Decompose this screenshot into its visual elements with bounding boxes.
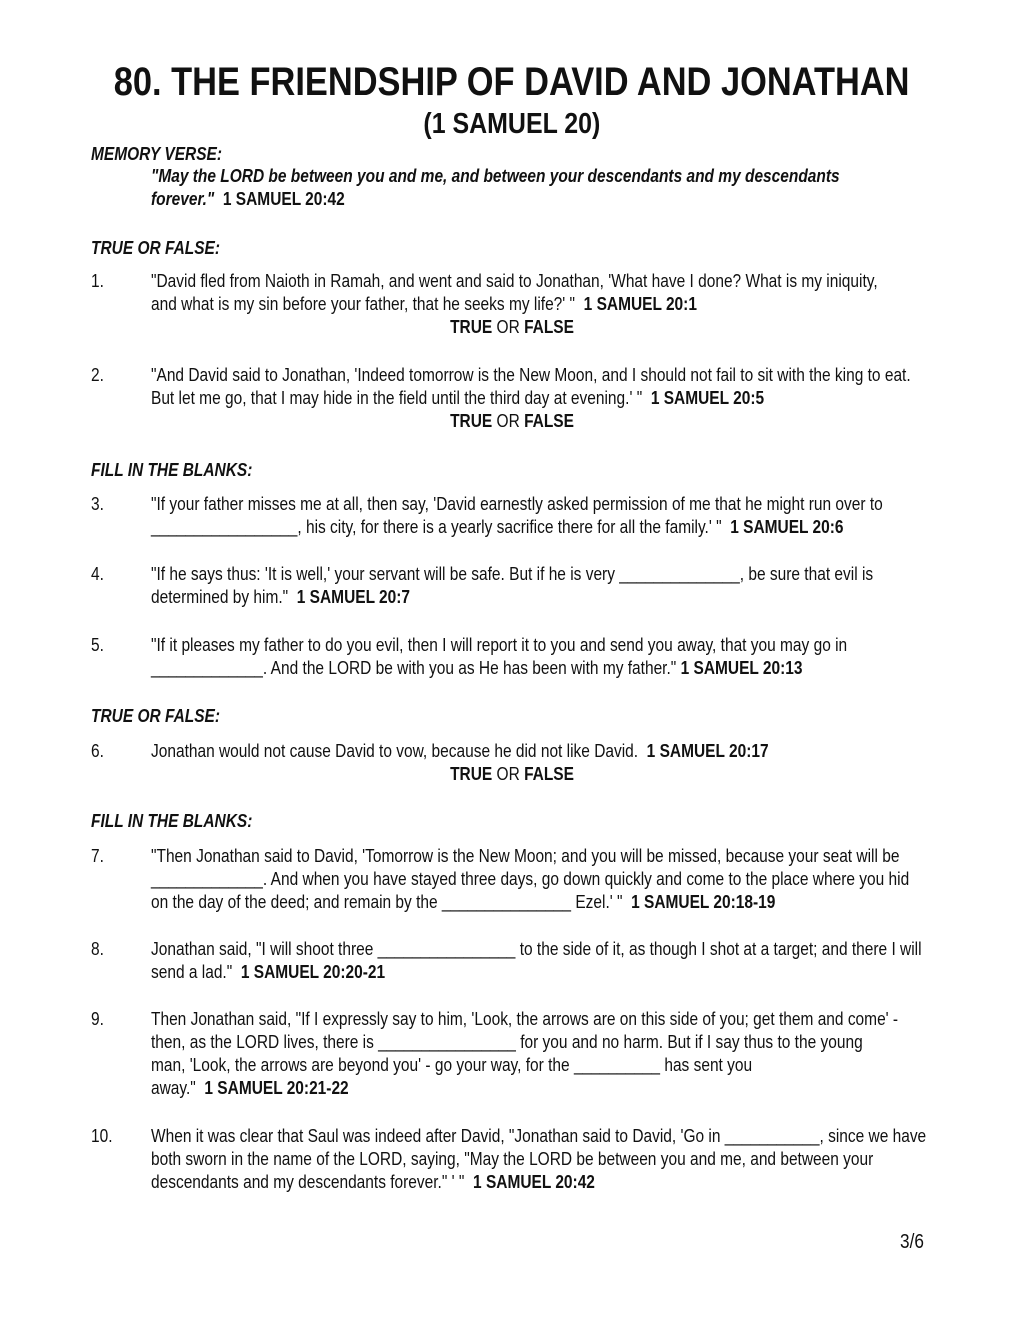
question-text: "Then Jonathan said to David, 'Tomorrow is the New Moon; and you will be missed, because your seat will be <box>151 846 900 866</box>
memory-verse-line: "May the LORD be between you and me, and between your descendants and my descendants <box>151 166 840 186</box>
question-number: 9. <box>91 1009 104 1029</box>
question-text: But let me go, that I may hide in the field until the third day at evening.' " 1 SAMUEL 20:5 <box>151 388 765 408</box>
question-text: determined by him." 1 SAMUEL 20:7 <box>151 587 411 607</box>
section-heading-fill-blanks: FILL IN THE BLANKS: <box>91 460 253 480</box>
scripture-reference: 1 SAMUEL 20:7 <box>296 587 411 607</box>
question-number: 10. <box>91 1126 113 1146</box>
question-text: then, as the LORD lives, there is ________________ for you and no harm. But if I say thus to the young <box>151 1032 863 1052</box>
question-number: 1. <box>91 271 104 291</box>
page-number: 3/6 <box>900 1231 924 1253</box>
question-text: and what is my sin before your father, that he seeks my life?' " 1 SAMUEL 20:1 <box>151 294 697 314</box>
question-number: 7. <box>91 846 104 866</box>
question-text: "If it pleases my father to do you evil, then I will report it to you and send you away, that you may go in <box>151 635 848 655</box>
question-text: Jonathan said, "I will shoot three ________________ to the side of it, as though I shot at a target; and there I will <box>151 939 922 959</box>
question-text: both sworn in the name of the LORD, saying, "May the LORD be between you and me, and between your <box>151 1149 874 1169</box>
question-text: Then Jonathan said, "If I expressly say to him, 'Look, the arrows are on this side of you; get them and come' - <box>151 1009 899 1029</box>
question-text: "David fled from Naioth in Ramah, and went and said to Jonathan, 'What have I done? What is my iniquity, <box>151 271 878 291</box>
section-heading-true-false: TRUE OR FALSE: <box>91 238 221 258</box>
question-text: _____________. And the LORD be with you as He has been with my father." 1 SAMUEL 20:13 <box>151 658 803 678</box>
question-text: man, 'Look, the arrows are beyond you' - go your way, for the __________ has sent you <box>151 1055 753 1075</box>
true-or-false-choice: TRUE OR FALSE <box>450 317 574 337</box>
question-number: 8. <box>91 939 104 959</box>
section-heading-true-false: TRUE OR FALSE: <box>91 706 221 726</box>
question-text: "If your father misses me at all, then say, 'David earnestly asked permission of me that he might run over to <box>151 494 883 514</box>
scripture-reference: 1 SAMUEL 20:6 <box>730 517 844 537</box>
true-or-false-choice: TRUE OR FALSE <box>450 411 574 431</box>
page-title: 80. THE FRIENDSHIP OF DAVID AND JONATHAN <box>114 60 910 104</box>
question-number: 6. <box>91 741 104 761</box>
scripture-reference: 1 SAMUEL 20:5 <box>650 388 765 408</box>
page-subtitle: (1 SAMUEL 20) <box>423 108 601 140</box>
question-text: Jonathan would not cause David to vow, because he did not like David. 1 SAMUEL 20:17 <box>151 741 769 761</box>
question-text: "And David said to Jonathan, 'Indeed tomorrow is the New Moon, and I should not fail to sit with the king to eat. <box>151 365 911 385</box>
question-text: send a lad." 1 SAMUEL 20:20-21 <box>151 962 386 982</box>
true-or-false-choice: TRUE OR FALSE <box>450 764 574 784</box>
question-text: "If he says thus: 'It is well,' your servant will be safe. But if he is very ______________, be sure that evil is <box>151 564 874 584</box>
scripture-reference: 1 SAMUEL 20:18-19 <box>631 892 776 912</box>
question-number: 5. <box>91 635 104 655</box>
memory-verse-line: forever." 1 SAMUEL 20:42 <box>151 189 345 209</box>
scripture-reference: 1 SAMUEL 20:21-22 <box>204 1078 349 1098</box>
question-text: on the day of the deed; and remain by the _______________ Ezel.' " 1 SAMUEL 20:18-19 <box>151 892 776 912</box>
question-number: 3. <box>91 494 104 514</box>
scripture-reference: 1 SAMUEL 20:13 <box>680 658 803 678</box>
question-text: descendants and my descendants forever." ' " 1 SAMUEL 20:42 <box>151 1172 595 1192</box>
question-number: 2. <box>91 365 104 385</box>
section-heading-fill-blanks: FILL IN THE BLANKS: <box>91 811 253 831</box>
scripture-reference: 1 SAMUEL 20:1 <box>583 294 697 314</box>
question-text: _________________, his city, for there is a yearly sacrifice there for all the family.' " 1 SAMUEL 20:6 <box>151 517 844 537</box>
scripture-reference: 1 SAMUEL 20:20-21 <box>240 962 386 982</box>
question-number: 4. <box>91 564 104 584</box>
scripture-reference: 1 SAMUEL 20:42 <box>473 1172 595 1192</box>
scripture-reference: 1 SAMUEL 20:17 <box>646 741 769 761</box>
question-text: away." 1 SAMUEL 20:21-22 <box>151 1078 349 1098</box>
question-text: _____________. And when you have stayed three days, go down quickly and come to the place where you hid <box>151 869 910 889</box>
memory-verse-reference: 1 SAMUEL 20:42 <box>222 189 345 209</box>
question-text: When it was clear that Saul was indeed after David, "Jonathan said to David, 'Go in ___________, since we have <box>151 1126 927 1146</box>
memory-verse-heading: MEMORY VERSE: <box>91 144 223 164</box>
